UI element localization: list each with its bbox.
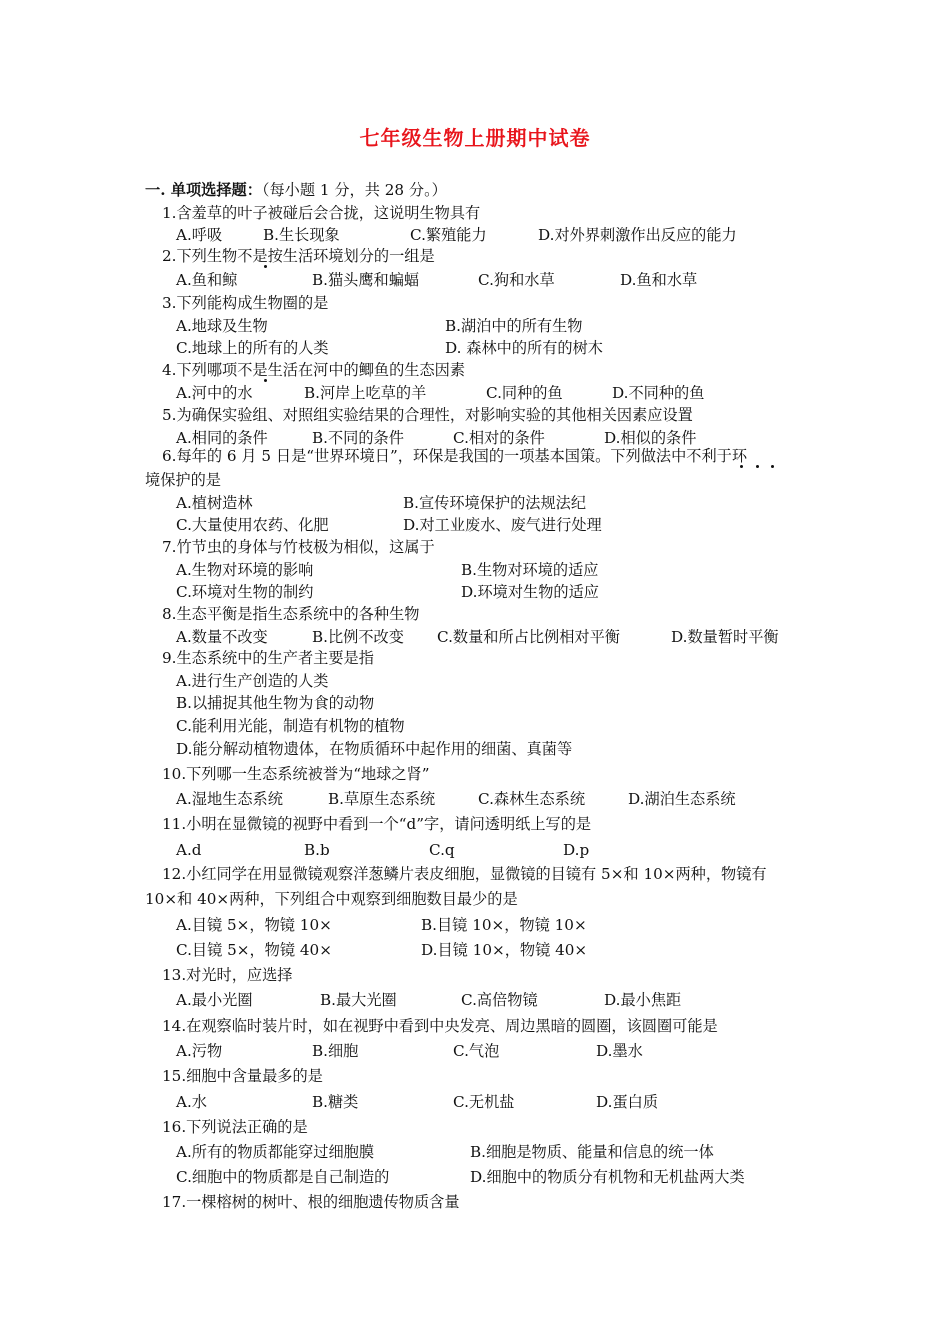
option: A.污物	[176, 1042, 223, 1060]
option: B.猫头鹰和蝙蝠	[312, 271, 420, 289]
option: A.鱼和鲸	[176, 271, 238, 289]
question-stem: 17.一棵榕树的树叶、根的细胞遗传物质含量	[162, 1193, 460, 1211]
question-stem: 12.小红同学在用显微镜观察洋葱鳞片表皮细胞，显微镜的目镜有 5×和 10×两种，物镜有	[162, 865, 767, 883]
option: C.能利用光能，制造有机物的植物	[176, 717, 405, 735]
option: C.繁殖能力	[410, 226, 487, 244]
option: D.不同种的鱼	[612, 384, 705, 402]
option: D.p	[563, 841, 590, 859]
option: D.墨水	[596, 1042, 643, 1060]
question-stem: 7.竹节虫的身体与竹枝极为相似，这属于	[162, 538, 435, 556]
option: A.水	[176, 1093, 207, 1111]
option: B.细胞是物质、能量和信息的统一体	[470, 1143, 714, 1161]
option: C.环境对生物的制约	[176, 583, 314, 601]
option: A.所有的物质都能穿过细胞膜	[176, 1143, 375, 1161]
option: A.河中的水	[176, 384, 253, 402]
option: C.无机盐	[453, 1093, 515, 1111]
option: C.目镜 5×，物镜 40×	[176, 941, 332, 959]
option: C.地球上的所有的人类	[176, 339, 329, 357]
question-stem-continued: 境保护的是	[145, 471, 221, 489]
option: B.湖泊中的所有生物	[445, 317, 583, 335]
option: C.q	[429, 841, 455, 859]
option: A.数量不改变	[176, 628, 268, 646]
option: D. 森林中的所有的树木	[445, 339, 603, 357]
option: D.鱼和水草	[620, 271, 698, 289]
question-stem: 3.下列能构成生物圈的是	[162, 294, 329, 312]
option: C.狗和水草	[478, 271, 555, 289]
question-stem: 10.下列哪一生态系统被誉为“地球之肾”	[162, 765, 430, 783]
option: D.相似的条件	[604, 429, 697, 447]
option: B.以捕捉其他生物为食的动物	[176, 694, 375, 712]
option: D.蛋白质	[596, 1093, 659, 1111]
question-stem: 5.为确保实验组、对照组实验结果的合理性，对影响实验的其他相关因素应设置	[162, 406, 693, 424]
exam-title: 七年级生物上册期中试卷	[359, 126, 591, 150]
option: D.数量暂时平衡	[671, 628, 779, 646]
option: B.不同的条件	[312, 429, 404, 447]
option: D.目镜 10×，物镜 40×	[421, 941, 588, 959]
question-stem: 9.生态系统中的生产者主要是指	[162, 649, 374, 667]
question-stem: 14.在观察临时装片时，如在视野中看到中央发亮、周边黑暗的圆圈，该圆圈可能是	[162, 1017, 718, 1035]
option: B.生长现象	[263, 226, 340, 244]
option: A.生物对环境的影响	[176, 561, 314, 579]
option: A.地球及生物	[176, 317, 268, 335]
question-stem: 16.下列说法正确的是	[162, 1118, 308, 1136]
option: C.气泡	[453, 1042, 500, 1060]
option: D.最小焦距	[604, 991, 682, 1009]
option: A.相同的条件	[176, 429, 268, 447]
option: B.宣传环境保护的法规法纪	[403, 494, 587, 512]
question-stem-continued: 10×和 40×两种，下列组合中观察到细胞数目最少的是	[145, 890, 518, 908]
option: B.最大光圈	[320, 991, 397, 1009]
option: A.最小光圈	[176, 991, 253, 1009]
question-stem: 11.小明在显微镜的视野中看到一个“d”字，请问透明纸上写的是	[162, 815, 592, 833]
option: C.数量和所占比例相对平衡	[437, 628, 620, 646]
option: D.环境对生物的适应	[461, 583, 599, 601]
question-stem: 6.每年的 6 月 5 日是“世界环境日”，环保是我国的一项基本国策。下列做法中不利于环	[162, 447, 748, 465]
option: A.湿地生态系统	[176, 790, 283, 808]
option: B.目镜 10×，物镜 10×	[421, 916, 587, 934]
option: C.高倍物镜	[461, 991, 538, 1009]
question-stem: 15.细胞中含量最多的是	[162, 1067, 323, 1085]
option: A.进行生产创造的人类	[176, 672, 329, 690]
option: B.细胞	[312, 1042, 359, 1060]
emphasis-dot	[771, 465, 774, 468]
option: D.对工业废水、废气进行处理	[403, 516, 602, 534]
option: C.相对的条件	[453, 429, 545, 447]
option: A.目镜 5×，物镜 10×	[176, 916, 332, 934]
option: B.b	[304, 841, 330, 859]
option: D.对外界刺激作出反应的能力	[538, 226, 737, 244]
emphasis-dot	[264, 379, 267, 382]
option: B.糖类	[312, 1093, 359, 1111]
section-note: （每小题 1 分，共 28 分。）	[261, 181, 447, 199]
emphasis-dot	[740, 465, 743, 468]
section-label: 一. 单项选择题：	[145, 181, 262, 199]
option: C.细胞中的物质都是自己制造的	[176, 1168, 390, 1186]
question-stem: 8.生态平衡是指生态系统中的各种生物	[162, 605, 420, 623]
option: D.湖泊生态系统	[628, 790, 736, 808]
question-stem: 4.下列哪项不是生活在河中的鲫鱼的生态因素	[162, 361, 466, 379]
option: B.生物对环境的适应	[461, 561, 599, 579]
option: C.同种的鱼	[486, 384, 563, 402]
option: A.d	[176, 841, 202, 859]
option: B.草原生态系统	[328, 790, 436, 808]
option: C.森林生态系统	[478, 790, 586, 808]
emphasis-dot	[264, 265, 267, 268]
option: B.河岸上吃草的羊	[304, 384, 427, 402]
question-stem: 13.对光时，应选择	[162, 966, 293, 984]
question-stem: 2.下列生物不是按生活环境划分的一组是	[162, 247, 435, 265]
option: A.呼吸	[176, 226, 223, 244]
option: D.能分解动植物遗体，在物质循环中起作用的细菌、真菌等	[176, 740, 573, 758]
option: C.大量使用农药、化肥	[176, 516, 329, 534]
option: B.比例不改变	[312, 628, 404, 646]
option: D.细胞中的物质分有机物和无机盐两大类	[470, 1168, 745, 1186]
option: A.植树造林	[176, 494, 253, 512]
question-stem: 1.含羞草的叶子被碰后会合拢，这说明生物具有	[162, 204, 481, 222]
section-heading	[145, 180, 447, 200]
emphasis-dot	[756, 465, 759, 468]
